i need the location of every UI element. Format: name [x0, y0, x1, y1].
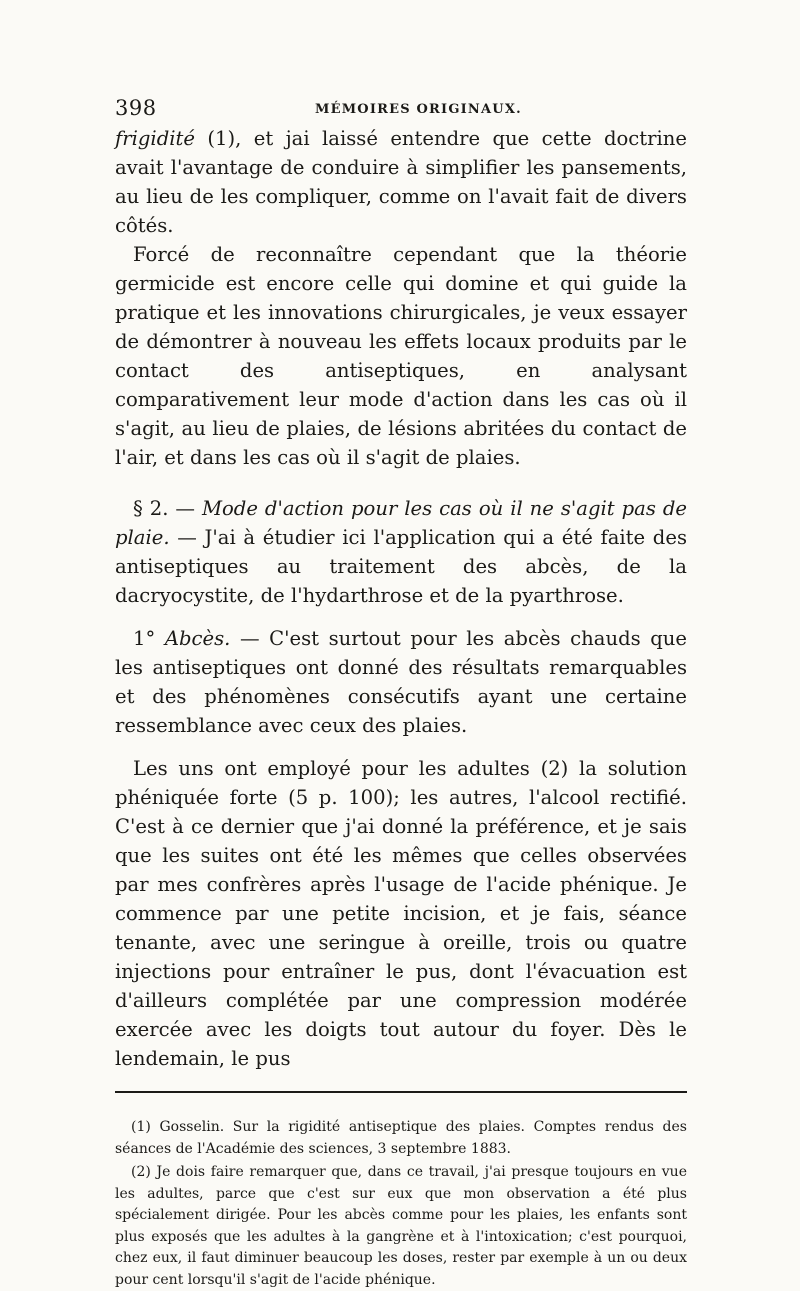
footnote-1: (1) Gosselin. Sur la rigidité antiseptique des plaies. Comptes rendus des séances de l'Académie des sciences, 3 septembre 1883.: [115, 1119, 687, 1157]
footnotes: [115, 1117, 687, 1291]
page-header: [115, 96, 687, 122]
section-number: § 2. —: [133, 497, 202, 520]
paragraph-5: Les uns ont employé pour les adultes (2) la solution phéniquée forte (5 p. 100); les autres, l'alcool rectifié. C'est à ce dernier que j'ai donné la préférence, et je sais que les suites ont été les mêmes que celles observées par mes confrères après l'usage de l'acide phénique. Je commence par une petite incision, et je fais, séance tenante, avec une seringue à oreille, trois ou quatre injections pour entraîner le pus, dont l'évacuation est d'ailleurs complétée par une compression modérée exercée avec les doigts tout autour du foyer. Dès le lendemain, le pus: [115, 757, 687, 1070]
paragraph-1-text: (1), et jai laissé entendre que cette doctrine avait l'avantage de conduire à simplifier les pansements, au lieu de les compliquer, comme on l'avait fait de divers côtés.: [115, 127, 687, 237]
footnote-2: (2) Je dois faire remarquer que, dans ce travail, j'ai presque toujours en vue les adultes, parce que c'est sur eux que mon observation a été plus spécialement dirigée. Pour les abcès comme pour les plaies, les enfants sont plus exposés que les adultes à la gangrène et à l'intoxication; c'est pourquoi, chez eux, il faut diminuer beaucoup les doses, rester par exemple à un ou deux pour cent lorsqu'il s'agit de l'acide phénique.: [115, 1164, 687, 1288]
page-number: 398: [115, 96, 157, 120]
subsection-title: Abcès.: [164, 627, 231, 650]
subsection-number: 1°: [133, 627, 165, 650]
footnote-divider: [115, 1091, 687, 1093]
paragraph-abces: [115, 624, 687, 740]
section-heading-paragraph: [115, 494, 687, 610]
paragraph-1: [115, 124, 687, 240]
section-title: Mode d'action pour les cas où il ne s'agit pas de plaie.: [115, 497, 687, 549]
paragraph-spacer: [115, 472, 687, 494]
running-head: MÉMOIRES ORIGINAUX.: [315, 102, 522, 117]
book-page: [115, 96, 687, 1291]
body-text: [115, 124, 687, 1073]
paragraph-1-italic: frigidité: [115, 127, 195, 150]
section-text: — J'ai à étudier ici l'application qui a été faite des antiseptiques au traitement des abcès, de la dacryocystite, de l'hydarthrose et de la pyarthrose.: [115, 526, 687, 607]
paragraph-abces-text: — C'est surtout pour les abcès chauds que les antiseptiques ont donné des résultats remarquables et des phénomènes consécutifs ayant une certaine ressemblance avec ceux des plaies.: [115, 627, 687, 737]
paragraph-spacer: [115, 610, 687, 624]
paragraph-2: Forcé de reconnaître cependant que la théorie germicide est encore celle qui domine et qui guide la pratique et les innovations chirurgicales, je veux essayer de démontrer à nouveau les effets locaux produits par le contact des antiseptiques, en analysant comparativement leur mode d'action dans les cas où il s'agit, au lieu de plaies, de lésions abritées du contact de l'air, et dans les cas où il s'agit de plaies.: [115, 243, 687, 469]
paragraph-spacer: [115, 740, 687, 754]
